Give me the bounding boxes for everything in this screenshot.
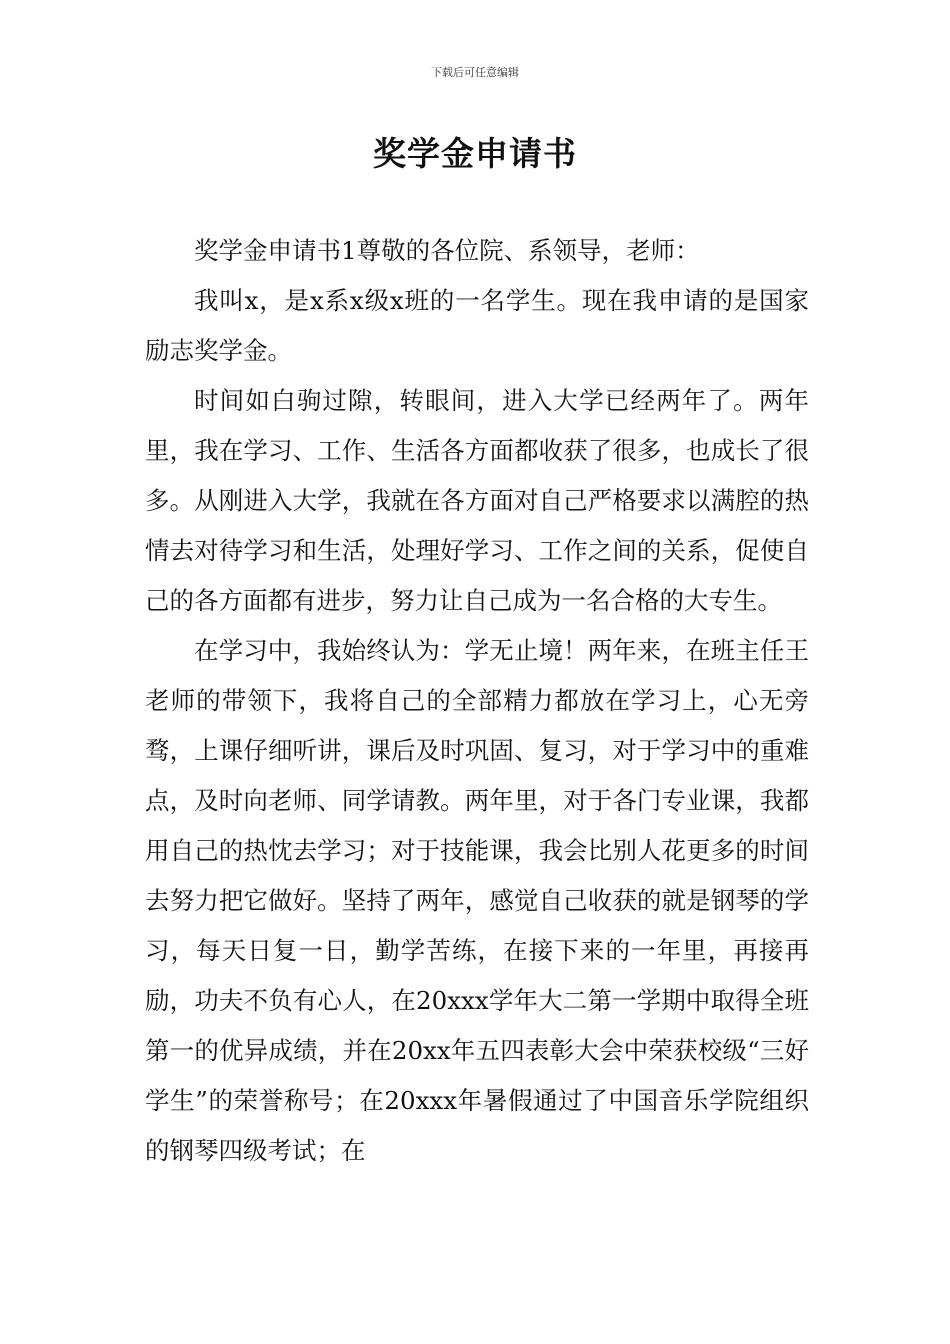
header-note: 下载后可任意编辑 xyxy=(431,66,519,79)
paragraph-introduction: 我叫x，是x系x级x班的一名学生。现在我申请的是国家励志奖学金。 xyxy=(145,286,809,365)
page-title: 奖学金申请书 xyxy=(373,134,577,173)
paragraph-overview: 时间如白驹过隙，转眼间，进入大学已经两年了。两年里，我在学习、工作、生活各方面都收获了很多，也成长了很多。从刚进入大学，我就在各方面对自己严格要求以满腔的热情去对待学习和生活，处理好学习、工作之间的关系，促使自己的各方面都有进步，努力让自己成为一名合格的大专生。 xyxy=(145,386,809,615)
paragraph-salutation: 奖学金申请书1尊敬的各位院、系领导，老师： xyxy=(194,236,700,265)
paragraph-study: 在学习中，我始终认为：学无止境！两年来，在班主任王老师的带领下，我将自己的全部精力都放在学习上，心无旁骛，上课仔细听讲，课后及时巩固、复习，对于学习中的重难点，及时向老师、同学请教。两年里，对于各门专业课，我都用自己的热忱去学习；对于技能课，我会比别人花更多的时间去努力把它做好。坚持了两年，感觉自己收获的就是钢琴的学习，每天日复一日，勤学苦练，在接下来的一年里，再接再励，功夫不负有心人，在20xxx学年大二第一学期中取得全班第一的优异成绩，并在20xx年五四表彰大会中荣获校级“三好学生”的荣誉称号；在20xxx年暑假通过了中国音乐学院组织的钢琴四级考试；在 xyxy=(145,636,809,1165)
document-body xyxy=(145,226,809,1176)
